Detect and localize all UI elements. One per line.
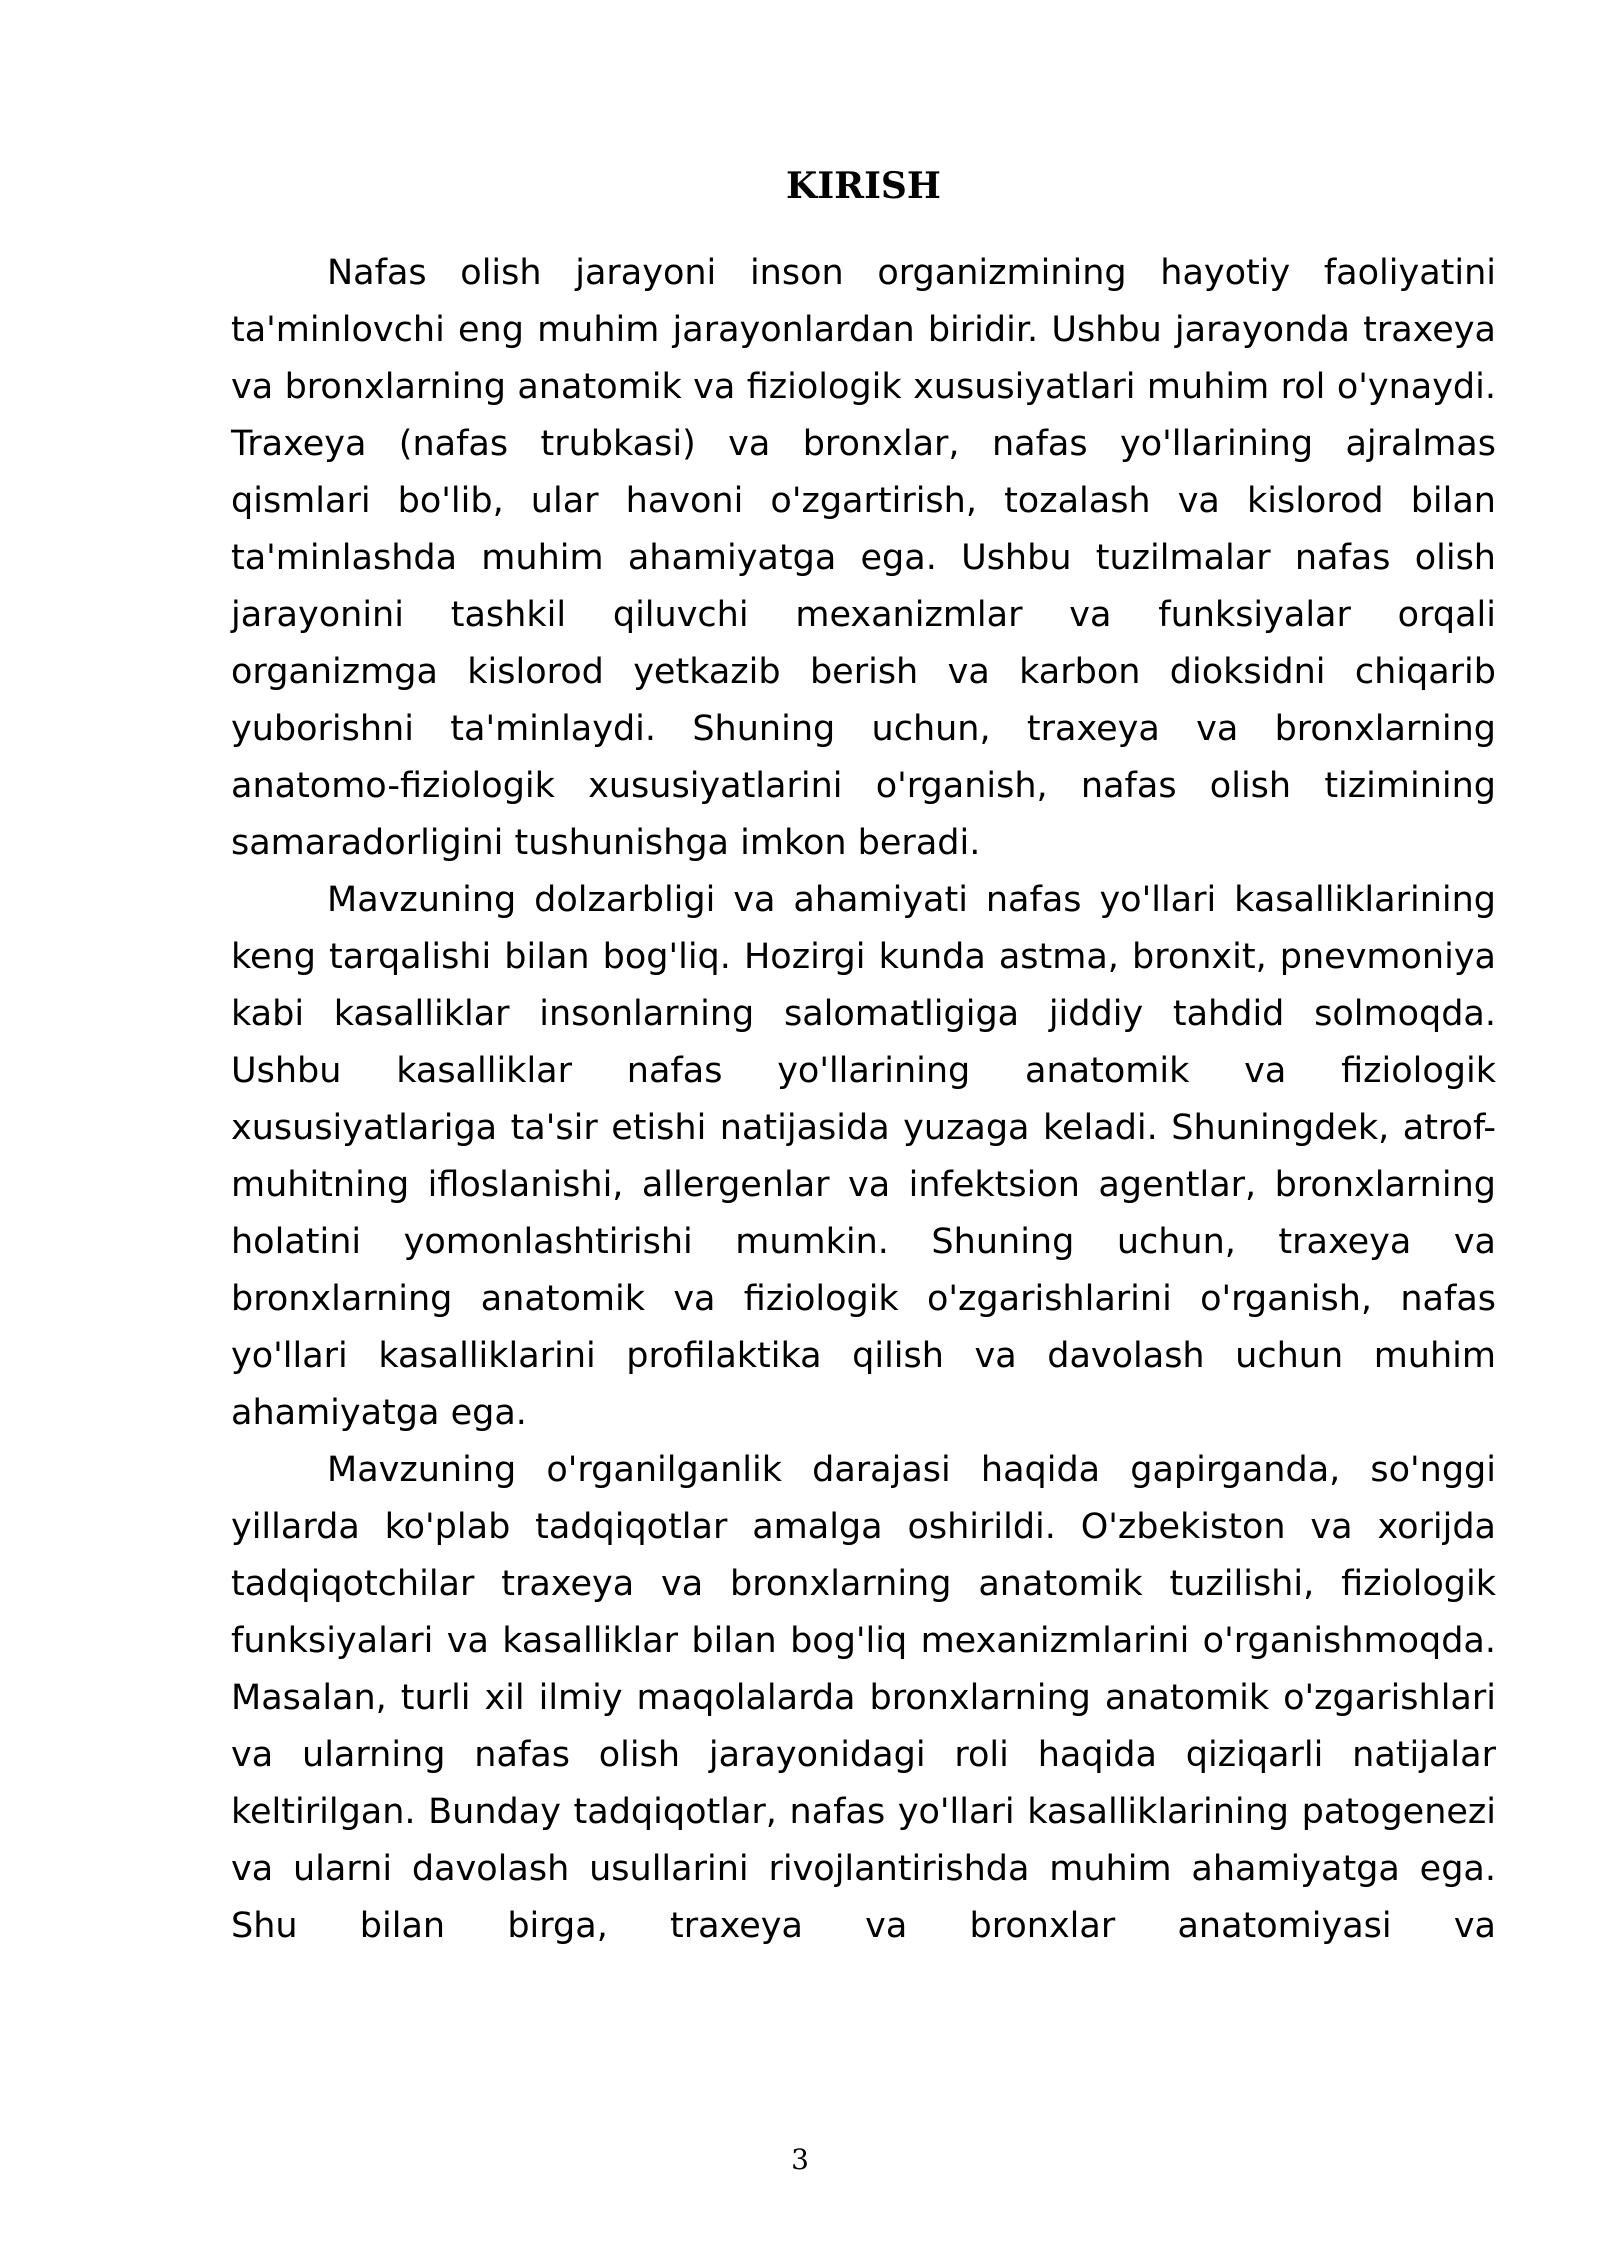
body-text xyxy=(231,245,1496,1955)
paragraph-1: Nafas olish jarayoni inson organizmining hayotiy faoliyatini ta'minlovchi eng muhim jarayonlardan biridir. Ushbu jarayonda traxeya va bronxlarning anatomik va fiziologik xususiyatlari muhim rol o'ynaydi. Traxeya (nafas trubkasi) va bronxlar, nafas yo'llarining ajralmas qismlari bo'lib, ular havoni o'zgartirish, tozalash va kislorod bilan ta'minlashda muhim ahamiyatga ega. Ushbu tuzilmalar nafas olish jarayonini tashkil qiluvchi mexanizmlar va funksiyalar orqali organizmga kislorod yetkazib berish va karbon dioksidni chiqarib yuborishni ta'minlaydi. Shuning uchun, traxeya va bronxlarning anatomo-fiziologik xususiyatlarini o'rganish, nafas olish tizimining samaradorligini tushunishga imkon beradi. xyxy=(231,253,1496,863)
paragraph-2: Mavzuning dolzarbligi va ahamiyati nafas yo'llari kasalliklarining keng tarqalishi bilan bog'liq. Hozirgi kunda astma, bronxit, pnevmoniya kabi kasalliklar insonlarning salomatligiga jiddiy tahdid solmoqda. Ushbu kasalliklar nafas yo'llarining anatomik va fiziologik xususiyatlariga ta'sir etishi natijasida yuzaga keladi. Shuningdek, atrof-muhitning ifloslanishi, allergenlar va infektsion agentlar, bronxlarning holatini yomonlashtirishi mumkin. Shuning uchun, traxeya va bronxlarning anatomik va fiziologik o'zgarishlarini o'rganish, nafas yo'llari kasalliklarini profilaktika qilish va davolash uchun muhim ahamiyatga ega. xyxy=(231,880,1496,1433)
page-number: 3 xyxy=(791,2143,809,2176)
paragraph-3: Mavzuning o'rganilganlik darajasi haqida gapirganda, so'nggi yillarda ko'plab tadqiqotlar amalga oshirildi. O'zbekiston va xorijda tadqiqotchilar traxeya va bronxlarning anatomik tuzilishi, fiziologik funksiyalari va kasalliklar bilan bog'liq mexanizmlarini o'rganishmoqda. Masalan, turli xil ilmiy maqolalarda bronxlarning anatomik o'zgarishlari va ularning nafas olish jarayonidagi roli haqida qiziqarli natijalar keltirilgan. Bunday tadqiqotlar, nafas yo'llari kasalliklarining patogenezi va ularni davolash usullarini rivojlantirishda muhim ahamiyatga ega. Shu bilan birga, traxeya va bronxlar anatomiyasi va xyxy=(231,1450,1496,1946)
section-title: KIRISH xyxy=(786,165,941,207)
